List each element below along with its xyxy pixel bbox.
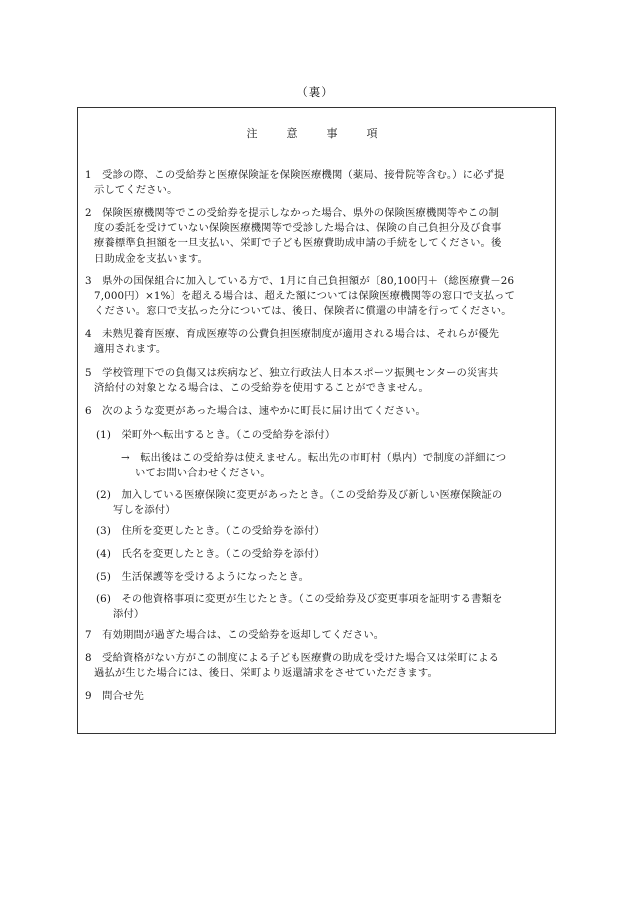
- notice-line: 2 保険医療機関等でこの受給券を提示しなかった場合、県外の保険医療機関等やこの制: [85, 207, 500, 219]
- notice-item-3: [85, 274, 515, 320]
- notice-item-5: [85, 366, 498, 396]
- notice-subitem-1: [96, 428, 335, 443]
- notice-line: 添付）: [113, 608, 145, 621]
- notice-subitem-5: [96, 570, 309, 585]
- notice-line: 7 有効期間が過ぎた場合は、この受給券を返却してください。: [85, 629, 385, 641]
- page-side-label: （裏）: [296, 85, 334, 99]
- notice-line: 5 学校管理下での負傷又は疾病など、独立行政法人日本スポーツ振興センターの災害共: [85, 367, 499, 379]
- notice-item-8: [85, 651, 499, 681]
- notice-line: 日助成金を支払います。: [94, 252, 209, 265]
- notice-line: 過払が生じた場合には、後日、栄町より返還請求をさせていただきます。: [94, 667, 438, 680]
- notice-line: (3) 住所を変更したとき。（この受給券を添付）: [96, 525, 325, 537]
- notice-line: 7,000円）×1%〕を超える場合は、超えた額については保険医療機関等の窓口で支払って: [94, 290, 516, 303]
- notice-item-9: [85, 689, 144, 704]
- notice-subitem-2: [96, 488, 502, 518]
- notice-line: 療養標準負担額を一旦支払い、栄町で子ども医療費助成申請の手続をしてください。後: [94, 237, 502, 250]
- notice-line: 示してください。: [94, 184, 178, 197]
- notice-line: 度の委託を受けていない保険医療機関等で受診した場合は、保険の自己負担分及び食事: [94, 222, 502, 235]
- notice-line: ください。窓口で支払った分については、後日、保険者に償還の申請を行ってください。: [94, 305, 512, 318]
- notice-item-6: [85, 404, 426, 419]
- notice-line: → 転出後はこの受給券は使えません。転出先の市町村（県内）で制度の詳細につ: [121, 452, 507, 464]
- notice-line: (5) 生活保護等を受けるようになったとき。: [96, 571, 310, 583]
- notice-line: 4 未熟児養育医療、育成医療等の公費負担医療制度が適用される場合は、それらが優先: [85, 328, 500, 340]
- notice-subitem-6: [96, 592, 502, 622]
- notice-line: 8 受給資格がない方がこの制度による子ども医療費の助成を受けた場合又は栄町による: [85, 652, 500, 664]
- notice-subitem-3: [96, 524, 325, 539]
- notice-line: 適用されます。: [94, 343, 167, 356]
- notice-line: 6 次のような変更があった場合は、速やかに町長に届け出てください。: [85, 405, 426, 417]
- notice-line: (4) 氏名を変更したとき。（この受給券を添付）: [96, 548, 325, 560]
- notice-arrow-note: [121, 451, 506, 481]
- notice-item-1: [85, 168, 504, 198]
- notice-line: 9 問合せ先: [85, 690, 144, 702]
- notice-line: (2) 加入している医療保険に変更があったとき。（この受給券及び新しい医療保険証の: [96, 489, 503, 501]
- notice-line: いてお問い合わせください。: [135, 467, 271, 480]
- notice-line: (1) 栄町外へ転出するとき。（この受給券を添付）: [96, 429, 336, 441]
- notice-item-2: [85, 206, 501, 267]
- notice-line: 写しを添付）: [113, 504, 176, 517]
- notice-line: 3 県外の国保組合に加入している方で、1月に自己負担額が〔80,100円＋（総医療費－26: [85, 275, 515, 287]
- notice-line: (6) その他資格事項に変更が生じたとき。（この受給券及び変更事項を証明する書類を: [96, 593, 503, 605]
- notice-line: 1 受診の際、この受給券と医療保険証を保険医療機関（薬局、接骨院等含む。）に必ず提: [85, 169, 505, 181]
- notice-item-7: [85, 628, 384, 643]
- notice-line: 済給付の対象となる場合は、この受給券を使用することができません。: [94, 382, 429, 395]
- notice-title: 注 意 事 項: [246, 127, 387, 140]
- notice-subitem-4: [96, 547, 325, 562]
- notice-box: [77, 107, 556, 734]
- notice-item-4: [85, 327, 499, 357]
